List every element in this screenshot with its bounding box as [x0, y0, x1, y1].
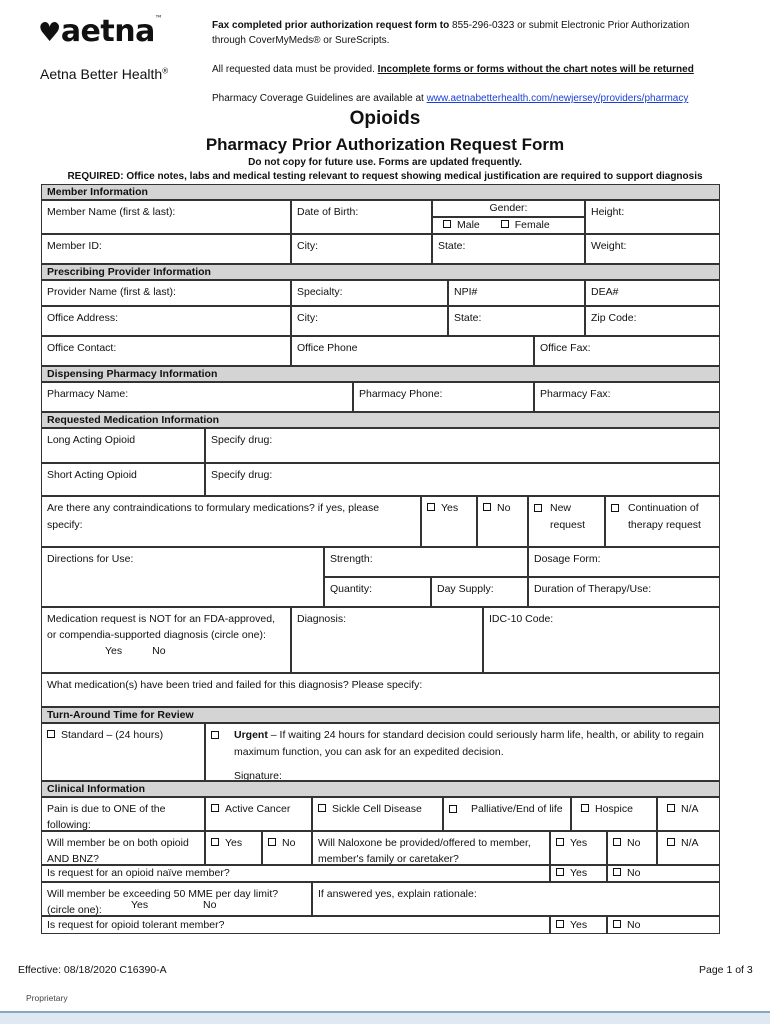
pain-question: Pain is due to ONE of the following:: [41, 797, 205, 831]
tolerant-no-checkbox[interactable]: No: [607, 916, 720, 934]
naive-yes-checkbox[interactable]: Yes: [550, 865, 607, 882]
active-cancer-checkbox[interactable]: Active Cancer: [205, 797, 312, 831]
page-number: Page 1 of 3: [699, 964, 753, 976]
female-checkbox[interactable]: Female: [501, 219, 550, 231]
long-acting-drug-field[interactable]: Specify drug:: [205, 428, 720, 463]
required-data-note: All requested data must be provided. Incomplete forms or forms without the chart notes will be returned: [212, 64, 694, 75]
new-request-checkbox[interactable]: New request: [528, 496, 605, 547]
office-fax-field[interactable]: Office Fax:: [534, 336, 720, 366]
gender-options: [432, 217, 585, 234]
bottom-bar: [0, 1011, 770, 1024]
long-acting-label: Long Acting Opioid: [41, 428, 205, 463]
contraindications-question: Are there any contraindications to formulary medications? if yes, please specify:: [41, 496, 421, 547]
office-address-field[interactable]: Office Address:: [41, 306, 291, 336]
pharmacy-name-field[interactable]: Pharmacy Name:: [41, 382, 353, 412]
palliative-checkbox[interactable]: Palliative/End of life: [443, 797, 571, 831]
aetna-logo: ♥aetna™: [38, 14, 163, 49]
zip-code-field[interactable]: Zip Code:: [585, 306, 720, 336]
office-phone-field[interactable]: Office Phone: [291, 336, 534, 366]
short-acting-label: Short Acting Opioid: [41, 463, 205, 496]
fda-yes-option[interactable]: Yes: [105, 645, 123, 657]
directions-field[interactable]: Directions for Use:: [41, 547, 324, 607]
member-city-field[interactable]: City:: [291, 234, 432, 264]
mme-no-option[interactable]: No: [203, 899, 217, 911]
proprietary-label: Proprietary: [26, 993, 68, 1003]
naive-no-checkbox[interactable]: No: [607, 865, 720, 882]
contra-no-checkbox[interactable]: No: [477, 496, 528, 547]
short-acting-drug-field[interactable]: Specify drug:: [205, 463, 720, 496]
specialty-field[interactable]: Specialty:: [291, 280, 448, 306]
day-supply-field[interactable]: Day Supply:: [431, 577, 528, 607]
form-subtitle: Pharmacy Prior Authorization Request Form: [205, 135, 565, 154]
prescriber-section-header: Prescribing Provider Information: [41, 264, 720, 280]
copy-note: Do not copy for future use. Forms are updated frequently.: [248, 157, 522, 168]
diagnosis-field[interactable]: Diagnosis:: [291, 607, 483, 673]
fax-instructions: Fax completed prior authorization request form to 855-296-0323 or submit Electronic Prior Authorization: [212, 20, 690, 31]
dosage-form-field[interactable]: Dosage Form:: [528, 547, 720, 577]
guidelines-link[interactable]: www.aetnabetterhealth.com/newjersey/providers/pharmacy: [426, 93, 689, 104]
pharmacy-fax-field[interactable]: Pharmacy Fax:: [534, 382, 720, 412]
gender-label: Gender:: [432, 200, 585, 217]
pharmacy-phone-field[interactable]: Pharmacy Phone:: [353, 382, 534, 412]
bnz-no-checkbox[interactable]: No: [262, 831, 312, 865]
tolerant-question: Is request for opioid tolerant member?: [41, 916, 550, 934]
continuation-checkbox[interactable]: Continuation of therapy request: [605, 496, 720, 547]
strength-field[interactable]: Strength:: [324, 547, 528, 577]
hospice-checkbox[interactable]: Hospice: [571, 797, 657, 831]
provider-name-field[interactable]: Provider Name (first & last):: [41, 280, 291, 306]
dea-field[interactable]: DEA#: [585, 280, 720, 306]
mme-question: Will member be exceeding 50 MME per day limit? (circle one):: [41, 882, 312, 916]
quantity-field[interactable]: Quantity:: [324, 577, 431, 607]
naloxone-no-checkbox[interactable]: No: [607, 831, 657, 865]
bnz-question: Will member be on both opioid AND BNZ?: [41, 831, 205, 865]
required-note: REQUIRED: Office notes, labs and medical testing relevant to request showing medical justification are required to support diagnosis: [67, 171, 703, 182]
tat-section-header: Turn-Around Time for Review: [41, 707, 720, 723]
heart-icon: ♥: [38, 18, 61, 48]
icd-code-field[interactable]: IDC-10 Code:: [483, 607, 720, 673]
naive-question: Is request for an opioid naïve member?: [41, 865, 550, 882]
standard-checkbox[interactable]: Standard – (24 hours): [41, 723, 205, 781]
mme-yes-option[interactable]: Yes: [131, 899, 149, 911]
medication-section-header: Requested Medication Information: [41, 412, 720, 428]
height-field[interactable]: Height:: [585, 200, 720, 234]
npi-field[interactable]: NPI#: [448, 280, 585, 306]
contra-yes-checkbox[interactable]: Yes: [421, 496, 477, 547]
fda-question: Medication request is NOT for an FDA-approved, or compendia-supported diagnosis (circle one): Yes No: [41, 607, 291, 673]
dob-field[interactable]: Date of Birth:: [291, 200, 432, 234]
office-contact-field[interactable]: Office Contact:: [41, 336, 291, 366]
member-name-field[interactable]: Member Name (first & last):: [41, 200, 291, 234]
bnz-yes-checkbox[interactable]: Yes: [205, 831, 262, 865]
member-id-field[interactable]: Member ID:: [41, 234, 291, 264]
effective-date: Effective: 08/18/2020 C16390-A: [18, 964, 167, 976]
pain-na-checkbox[interactable]: N/A: [657, 797, 720, 831]
duration-field[interactable]: Duration of Therapy/Use:: [528, 577, 720, 607]
form-title: Opioids: [349, 108, 421, 129]
office-city-field[interactable]: City:: [291, 306, 448, 336]
coverage-guidelines: Pharmacy Coverage Guidelines are available at www.aetnabetterhealth.com/newjersey/providers/pharmacy: [212, 93, 689, 104]
urgent-checkbox[interactable]: [211, 731, 219, 739]
naloxone-question: Will Naloxone be provided/offered to member, member's family or caretaker?: [312, 831, 550, 865]
rationale-field[interactable]: If answered yes, explain rationale:: [312, 882, 720, 916]
sickle-cell-checkbox[interactable]: Sickle Cell Disease: [312, 797, 443, 831]
naloxone-na-checkbox[interactable]: N/A: [657, 831, 720, 865]
member-state-field[interactable]: State:: [432, 234, 585, 264]
tolerant-yes-checkbox[interactable]: Yes: [550, 916, 607, 934]
urgent-option: Urgent – If waiting 24 hours for standard decision could seriously harm life, health, or ability to regain maximum function, you can ask for an expedited decision. Signature: ___________________________________________________: [205, 723, 720, 781]
aetna-better-health-logo: Aetna Better Health®: [40, 66, 169, 82]
fax-instructions-2: through CoverMyMeds® or SureScripts.: [212, 35, 390, 46]
member-section-header: Member Information: [41, 184, 720, 200]
office-state-field[interactable]: State:: [448, 306, 585, 336]
male-checkbox[interactable]: Male: [443, 219, 480, 231]
tried-medications-field[interactable]: What medication(s) have been tried and failed for this diagnosis? Please specify:: [41, 673, 720, 707]
clinical-section-header: Clinical Information: [41, 781, 720, 797]
signature-line[interactable]: Signature: ___________________________________________________: [234, 770, 583, 781]
fda-no-option[interactable]: No: [152, 645, 166, 657]
pharmacy-section-header: Dispensing Pharmacy Information: [41, 366, 720, 382]
naloxone-yes-checkbox[interactable]: Yes: [550, 831, 607, 865]
weight-field[interactable]: Weight:: [585, 234, 720, 264]
